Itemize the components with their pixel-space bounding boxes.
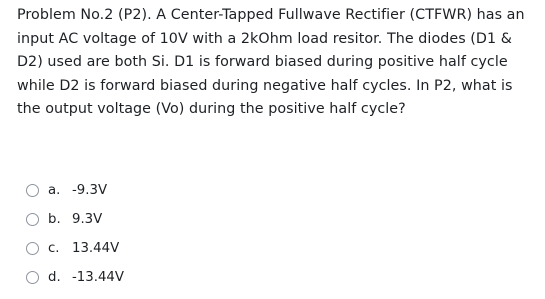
answer-option-a[interactable] xyxy=(26,176,124,205)
option-value-a: -9.3V xyxy=(72,183,108,198)
radio-button-d[interactable] xyxy=(26,271,39,284)
radio-button-a[interactable] xyxy=(26,184,39,197)
option-value-c: 13.44V xyxy=(72,241,120,256)
option-value-b: 9.3V xyxy=(72,212,103,227)
answer-option-c[interactable] xyxy=(26,234,124,263)
radio-button-c[interactable] xyxy=(26,242,39,255)
option-letter-d: d. xyxy=(48,270,61,285)
option-letter-b: b. xyxy=(48,212,61,227)
radio-button-b[interactable] xyxy=(26,213,39,226)
option-letter-c: c. xyxy=(48,241,60,256)
question-text: Problem No.2 (P2). A Center-Tapped Fullwave Rectifier (CTFWR) has an input AC voltage of 10V with a 2kOhm load resitor. The diodes (D1 & D2) used are both Si. D1 is forward biased during positive half cycle while D2 is forward biased during negative half cycles. In P2, what is the output voltage (Vo) during the positive half cycle? xyxy=(17,7,525,118)
option-letter-a: a. xyxy=(48,183,61,198)
option-value-d: -13.44V xyxy=(72,270,124,285)
answer-options xyxy=(26,176,124,292)
answer-option-d[interactable] xyxy=(26,263,124,292)
answer-option-b[interactable] xyxy=(26,205,124,234)
